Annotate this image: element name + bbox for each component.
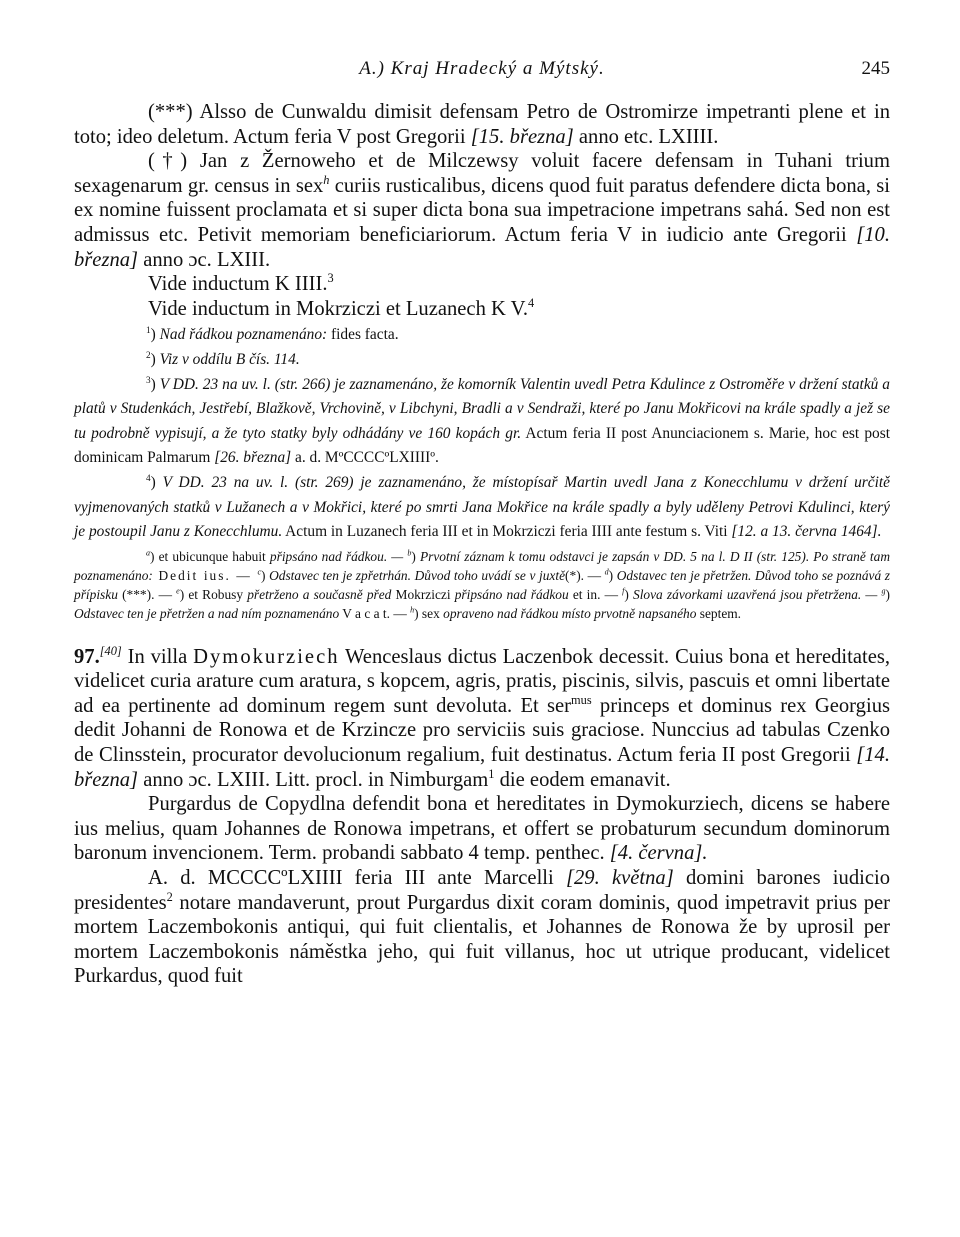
text: et Robusy	[184, 586, 248, 602]
text: (***). —	[117, 586, 177, 602]
notes-paragraph: $^a$) et ubicunque habuit připsáno nad řádkou. — $^b$) Prvotní záznam k tomu odstavci je zapsán v DD. 5 na l. D II (str. 125). Po straně tam poznamenáno: Dedit ius. — $^c$) Odstavec ten je zpřetrhán. Důvod toho uvádí se v juxtě(*). — $^d$) Odstavec ten je přetržen. Důvod toho se poznává z přípisku (***). — $^e$) et Robusy přetrženo a současně před Mokrziczi připsáno nad řádkou et in. — $^f$) Slova závorkami uzavřená jsou přetržena. — $^g$) Odstavec ten je přetržen a nad ním poznamenáno V a c a t. — $^h$) sex opraveno nad řádkou místo prvotně napsaného septem.	[74, 548, 890, 621]
footnote-mark: 4	[146, 472, 151, 483]
text: septem.	[696, 605, 742, 621]
entry-97	[74, 645, 890, 989]
date-note: [10. března]	[74, 223, 890, 271]
date-note: [4. června].	[609, 842, 708, 865]
text: V DD. 23 na uv. l. (str. 266) je zaznamenáno, že komorník Valentin uvedl Petra Kdulince z Ostroměře v držení statků a platů v Studenkách, Jestřebí, Blažkově, Vrchovině, v Libchyni, Bradli a v Sendraži, které po Janu Mokřicovi na krále spadly a jež se tu podrobně vypisují, a že tyto statky byly odhádány ve 160 kopách gr.	[74, 375, 890, 442]
text: domini barones iudicio presidentes	[74, 867, 891, 914]
paragraph-purgardus	[74, 792, 890, 866]
footnote-mark: 1	[146, 325, 151, 336]
text: přetrženo a současně před	[247, 586, 392, 602]
note-mark: d	[604, 567, 609, 577]
note-mark: h	[410, 605, 415, 615]
note-mark: a	[146, 548, 151, 558]
text: notare mandaverunt, prout Purgardus dixit coram dominis, quod impetravit prius per mortem Laczembokonis antiqui, qui fuit clientalis, et Johannes de Ronowa že by uprosil per mortem Laczembokonis náměstka jeho, qui fuit villanus, hoc ut utrique producant, videlicet Purkardus, quod fuit	[74, 891, 890, 988]
text: Slova závorkami uzavřená jsou přetržena. —	[628, 586, 882, 602]
text: anno ɔc. LXIII.	[138, 248, 271, 271]
text: et in. —	[568, 586, 623, 602]
footnote-3: $^3$) V DD. 23 na uv. l. (str. 266) je zaznamenáno, že komorník Valentin uvedl Petra Kdulince z Ostroměře v držení statků a platů v Studenkách, Jestřebí, Blažkově, Vrchovině, v Libchyni, Bradli a v Sendraži, které po Janu Mokřicovi na krále spadly a jež se tu podrobně vypisují, a že tyto statky byly odhádány ve 160 kopách gr. Actum feria II post Anunciacionem s. Marie, hoc est post dominicam Palmarum [26. března] a. d. MºCCCCºLXIIIIº.	[74, 374, 891, 467]
footnote-4: $^4$) V DD. 23 na uv. l. (str. 269) je zaznamenáno, že místopísař Martin uvedl Jana z Konecchlumu v držení určitě vyjmenovaných statků v Lužanech a v Mokřici, které po smrti Jana Mokřice na krále spadly a byly uděleny Petrovi Kdulinci, který je postoupil Janu z Konecchlumu. Actum in Luzanech feria III et in Mokrziczi feria IIII ante festum s. Viti [12. a 13. června 1464].	[74, 472, 890, 541]
text-critical-notes	[74, 547, 890, 623]
text: opraveno nad řádkou místo prvotně napsaného	[443, 605, 697, 621]
text: Dedit ius. —	[152, 567, 258, 583]
page	[74, 58, 890, 989]
text: In villa	[121, 645, 194, 668]
date-note: [12. a 13. června 1464].	[731, 523, 882, 541]
text: Actum in Luzanech feria III et in Mokrziczi feria IIII ante festum s. Viti	[282, 523, 732, 541]
text: sex	[418, 605, 444, 621]
text: Odstavec ten je přetržen. Důvod toho se poznává z přípisku	[74, 567, 890, 602]
running-header	[74, 58, 890, 88]
text: Purgardus de Copydlna defendit bona et hereditates in Dymokurziech, dicens se habere ius melius, quam Johannes de Ronowa impetrans, et offert se probaturum secundum dominorum baronum invencionem. Term. probandi sabbato 4 temp. penthec.	[74, 793, 890, 865]
text: (*). —	[565, 567, 605, 583]
text: a. d. MºCCCCºLXIIIIº.	[291, 449, 439, 467]
note-mark: g	[881, 586, 886, 596]
text: Odstavec ten je přetržen a nad ním poznamenáno	[74, 605, 340, 621]
paragraph-97-main	[74, 645, 890, 793]
footnote-ref: 4	[528, 295, 535, 310]
note-mark: c	[257, 567, 262, 577]
vide-line-1	[74, 272, 890, 297]
footnote-mark: 2	[146, 349, 151, 360]
text: Mokrziczi	[391, 586, 455, 602]
text: Wenceslaus dictus Laczenbok decessit. Cuius bona et hereditates, videlicet curia arature cum aratura, s kopcem, agris, pratis, piscinis, silvis, pascuis et omni libertate ad ea pertinente ad dominum regem sunt devoluta. Et ser	[74, 645, 891, 717]
text: et ubicunque habuit	[154, 548, 270, 564]
note-mark: h	[323, 172, 330, 187]
footnote-ref: 1	[488, 766, 495, 781]
footnote-2: $^2$) Viz v oddílu B čís. 114.	[146, 349, 300, 368]
text: fides facta.	[327, 326, 399, 344]
text: die eodem emanavit.	[494, 768, 671, 791]
text: Vide inductum K IIII.	[148, 273, 328, 296]
vide-line-2	[74, 297, 890, 322]
abbrev-mark: mus	[571, 693, 592, 708]
text: Actum feria II post Anunciacionem s. Marie, hoc est post dominicam Palmarum	[74, 424, 891, 467]
date-note: [15. března]	[470, 125, 574, 148]
text: A. d. MCCCCºLXIIII feria III ante Marcelli	[148, 867, 566, 890]
entry-96-continuation	[74, 100, 890, 321]
text: připsáno nad řádkou. —	[269, 548, 408, 564]
header-title: A.) Kraj Hradecký a Mýtský.	[359, 58, 605, 79]
footnote-mark: 3	[146, 374, 151, 385]
page-number: 245	[861, 58, 890, 79]
text: V DD. 23 na uv. l. (str. 269) je zaznamenáno, že místopísař Martin uvedl Jana z Konecchlumu v držení určitě vyjmenovaných statků v Lužanech a v Mokřici, které po smrti Jana Mokřice na krále spadly a byly uděleny Petrovi Kdulinci, který je postoupil Janu z Konecchlumu.	[74, 473, 890, 541]
entry-number: 97.	[74, 645, 100, 668]
footnote-1: $^1$) Nad řádkou poznamenáno: fides facta.	[146, 325, 399, 344]
footnote-ref: 3	[327, 271, 334, 286]
text: anno ɔc. LXIII. Litt. procl. in Nimburgam	[138, 768, 489, 791]
text: Prvotní záznam k tomu odstavci je zapsán v DD. 5 na l. D II (str. 125). Po straně tam poznamenáno:	[74, 548, 890, 583]
footnote-ref: 2	[166, 889, 173, 904]
source-note: [40]	[99, 643, 122, 658]
note-mark: f	[622, 586, 625, 596]
text: (†) Jan z Žernoweho et de Milczewsy voluit facere defensam in Tuhani trium sexagenarum gr. census in sex	[74, 150, 890, 197]
text: V a c a t. —	[339, 605, 411, 621]
date-note: [14. března]	[74, 744, 890, 791]
text: Odstavec ten je zpřetrhán. Důvod toho uvádí se v juxtě	[265, 567, 566, 583]
text: princeps et dominus rex Georgius dedit Johanni de Ronowa et de Krzincze pro serviciis suis graciose. Nunccius ad tabulas Czenko de Clinsstein, procurator devolucionum regalium, fuit destinatus. Actum feria II post Gregorii	[74, 694, 891, 767]
note-mark: e	[176, 586, 180, 596]
text: anno etc. LXIIII.	[573, 125, 719, 148]
date-note: [26. března]	[214, 449, 292, 467]
text: připsáno nad řádkou	[454, 586, 569, 602]
text: Viz v oddílu B čís. 114.	[159, 350, 300, 368]
date-note: [29. května]	[565, 867, 674, 890]
text: Nad řádkou poznamenáno:	[159, 326, 328, 344]
text: (***) Alsso de Cunwaldu dimisit defensam Petro de Ostromirze impetranti plene et in toto; ideo deletum. Actum feria V post Gregorii	[74, 101, 890, 148]
footnotes	[74, 323, 890, 544]
note-mark: b	[407, 548, 412, 558]
paragraph-anno-domini	[74, 866, 890, 989]
place-name: Dymokurziech	[193, 645, 340, 668]
paragraph-alsso	[74, 100, 890, 149]
text: curiis rusticalibus, dicens quod fuit paratus defendere dicta bona, si ex nomine fuissent proclamata et si super dicta bona sua impetracione impetrans sahá. Sed non est admissus etc. Petivit memoriam beneficiariorum. Actum feria V in iudicio ante Gregorii	[74, 174, 890, 246]
text: Vide inductum in Mokrziczi et Luzanech K V.	[148, 297, 529, 320]
paragraph-jan-z-zernoweho	[74, 149, 890, 272]
